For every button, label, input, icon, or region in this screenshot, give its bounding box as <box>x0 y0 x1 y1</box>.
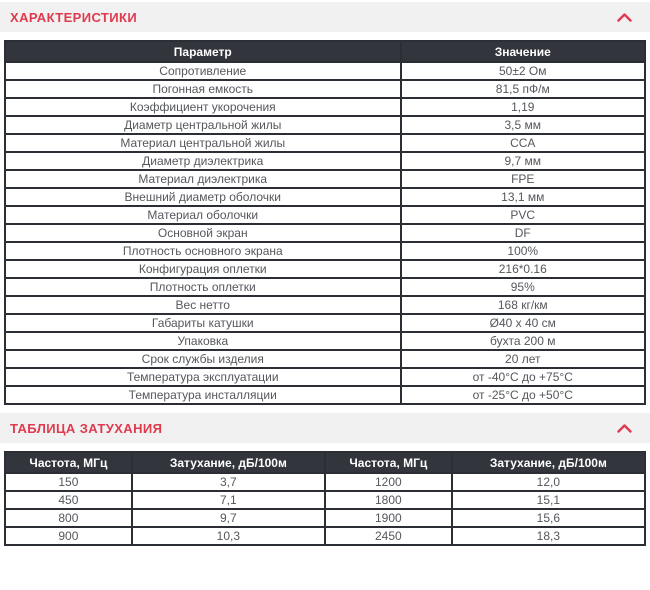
parameter-cell: Конфигурация оплетки <box>5 260 401 278</box>
parameter-cell: Срок службы изделия <box>5 350 401 368</box>
parameter-cell: Габариты катушки <box>5 314 401 332</box>
attenuation-cell: 3,7 <box>132 473 325 491</box>
value-cell: 100% <box>401 242 645 260</box>
parameter-cell: Материал центральной жилы <box>5 134 401 152</box>
attenuation-header-row <box>5 452 645 473</box>
parameter-cell: Основной экран <box>5 224 401 242</box>
value-cell: FPE <box>401 170 645 188</box>
parameter-cell: Материал оболочки <box>5 206 401 224</box>
parameter-cell: Вес нетто <box>5 296 401 314</box>
frequency-cell: 450 <box>5 491 132 509</box>
frequency-cell: 1800 <box>325 491 452 509</box>
characteristics-row <box>5 296 645 314</box>
value-cell: от -25°C до +50°C <box>401 386 645 404</box>
characteristics-row <box>5 224 645 242</box>
attenuation-cell: 15,6 <box>452 509 645 527</box>
parameter-cell: Плотность оплетки <box>5 278 401 296</box>
parameter-cell: Материал диэлектрика <box>5 170 401 188</box>
characteristics-row <box>5 242 645 260</box>
column-header-parameter: Параметр <box>5 41 401 62</box>
characteristics-row <box>5 350 645 368</box>
attenuation-cell: 9,7 <box>132 509 325 527</box>
value-cell: 50±2 Ом <box>401 62 645 80</box>
characteristics-section-title: ХАРАКТЕРИСТИКИ <box>10 9 138 25</box>
value-cell: 20 лет <box>401 350 645 368</box>
characteristics-row <box>5 332 645 350</box>
attenuation-row <box>5 527 645 545</box>
characteristics-table-wrap <box>0 32 650 413</box>
frequency-cell: 1200 <box>325 473 452 491</box>
characteristics-row <box>5 152 645 170</box>
attenuation-section <box>0 413 650 554</box>
value-cell: бухта 200 м <box>401 332 645 350</box>
value-cell: PVC <box>401 206 645 224</box>
attenuation-table-wrap <box>0 443 650 554</box>
attenuation-cell: 15,1 <box>452 491 645 509</box>
parameter-cell: Коэффициент укорочения <box>5 98 401 116</box>
parameter-cell: Температура инсталляции <box>5 386 401 404</box>
characteristics-accordion-header[interactable] <box>0 2 650 32</box>
value-cell: 216*0.16 <box>401 260 645 278</box>
value-cell: от -40°C до +75°C <box>401 368 645 386</box>
attenuation-row <box>5 491 645 509</box>
value-cell: 13,1 мм <box>401 188 645 206</box>
attenuation-cell: 10,3 <box>132 527 325 545</box>
parameter-cell: Плотность основного экрана <box>5 242 401 260</box>
parameter-cell: Диаметр диэлектрика <box>5 152 401 170</box>
frequency-cell: 1900 <box>325 509 452 527</box>
attenuation-section-title: ТАБЛИЦА ЗАТУХАНИЯ <box>10 420 163 436</box>
value-cell: 1,19 <box>401 98 645 116</box>
attenuation-table <box>4 451 646 546</box>
parameter-cell: Диаметр центральной жилы <box>5 116 401 134</box>
attenuation-cell: 12,0 <box>452 473 645 491</box>
frequency-cell: 150 <box>5 473 132 491</box>
value-cell: 9,7 мм <box>401 152 645 170</box>
value-cell: 95% <box>401 278 645 296</box>
chevron-up-icon <box>617 424 632 433</box>
value-cell: 3,5 мм <box>401 116 645 134</box>
characteristics-table <box>4 40 646 405</box>
frequency-cell: 900 <box>5 527 132 545</box>
characteristics-row <box>5 260 645 278</box>
characteristics-row <box>5 386 645 404</box>
attenuation-row <box>5 473 645 491</box>
characteristics-row <box>5 98 645 116</box>
attenuation-row <box>5 509 645 527</box>
characteristics-section <box>0 2 650 413</box>
frequency-cell: 800 <box>5 509 132 527</box>
column-header-attenuation-1: Затухание, дБ/100м <box>132 452 325 473</box>
characteristics-row <box>5 368 645 386</box>
frequency-cell: 2450 <box>325 527 452 545</box>
value-cell: 81,5 пФ/м <box>401 80 645 98</box>
characteristics-row <box>5 314 645 332</box>
parameter-cell: Температура эксплуатации <box>5 368 401 386</box>
characteristics-row <box>5 134 645 152</box>
parameter-cell: Упаковка <box>5 332 401 350</box>
characteristics-row <box>5 170 645 188</box>
attenuation-cell: 7,1 <box>132 491 325 509</box>
characteristics-row <box>5 116 645 134</box>
attenuation-accordion-header[interactable] <box>0 413 650 443</box>
chevron-up-icon <box>617 13 632 22</box>
value-cell: DF <box>401 224 645 242</box>
characteristics-header-row <box>5 41 645 62</box>
characteristics-row <box>5 278 645 296</box>
parameter-cell: Сопротивление <box>5 62 401 80</box>
parameter-cell: Внешний диаметр оболочки <box>5 188 401 206</box>
column-header-frequency-2: Частота, МГц <box>325 452 452 473</box>
characteristics-row <box>5 62 645 80</box>
column-header-attenuation-2: Затухание, дБ/100м <box>452 452 645 473</box>
value-cell: 168 кг/км <box>401 296 645 314</box>
column-header-frequency-1: Частота, МГц <box>5 452 132 473</box>
value-cell: Ø40 x 40 см <box>401 314 645 332</box>
characteristics-row <box>5 188 645 206</box>
attenuation-cell: 18,3 <box>452 527 645 545</box>
parameter-cell: Погонная емкость <box>5 80 401 98</box>
characteristics-row <box>5 80 645 98</box>
column-header-value: Значение <box>401 41 645 62</box>
characteristics-row <box>5 206 645 224</box>
value-cell: CCA <box>401 134 645 152</box>
